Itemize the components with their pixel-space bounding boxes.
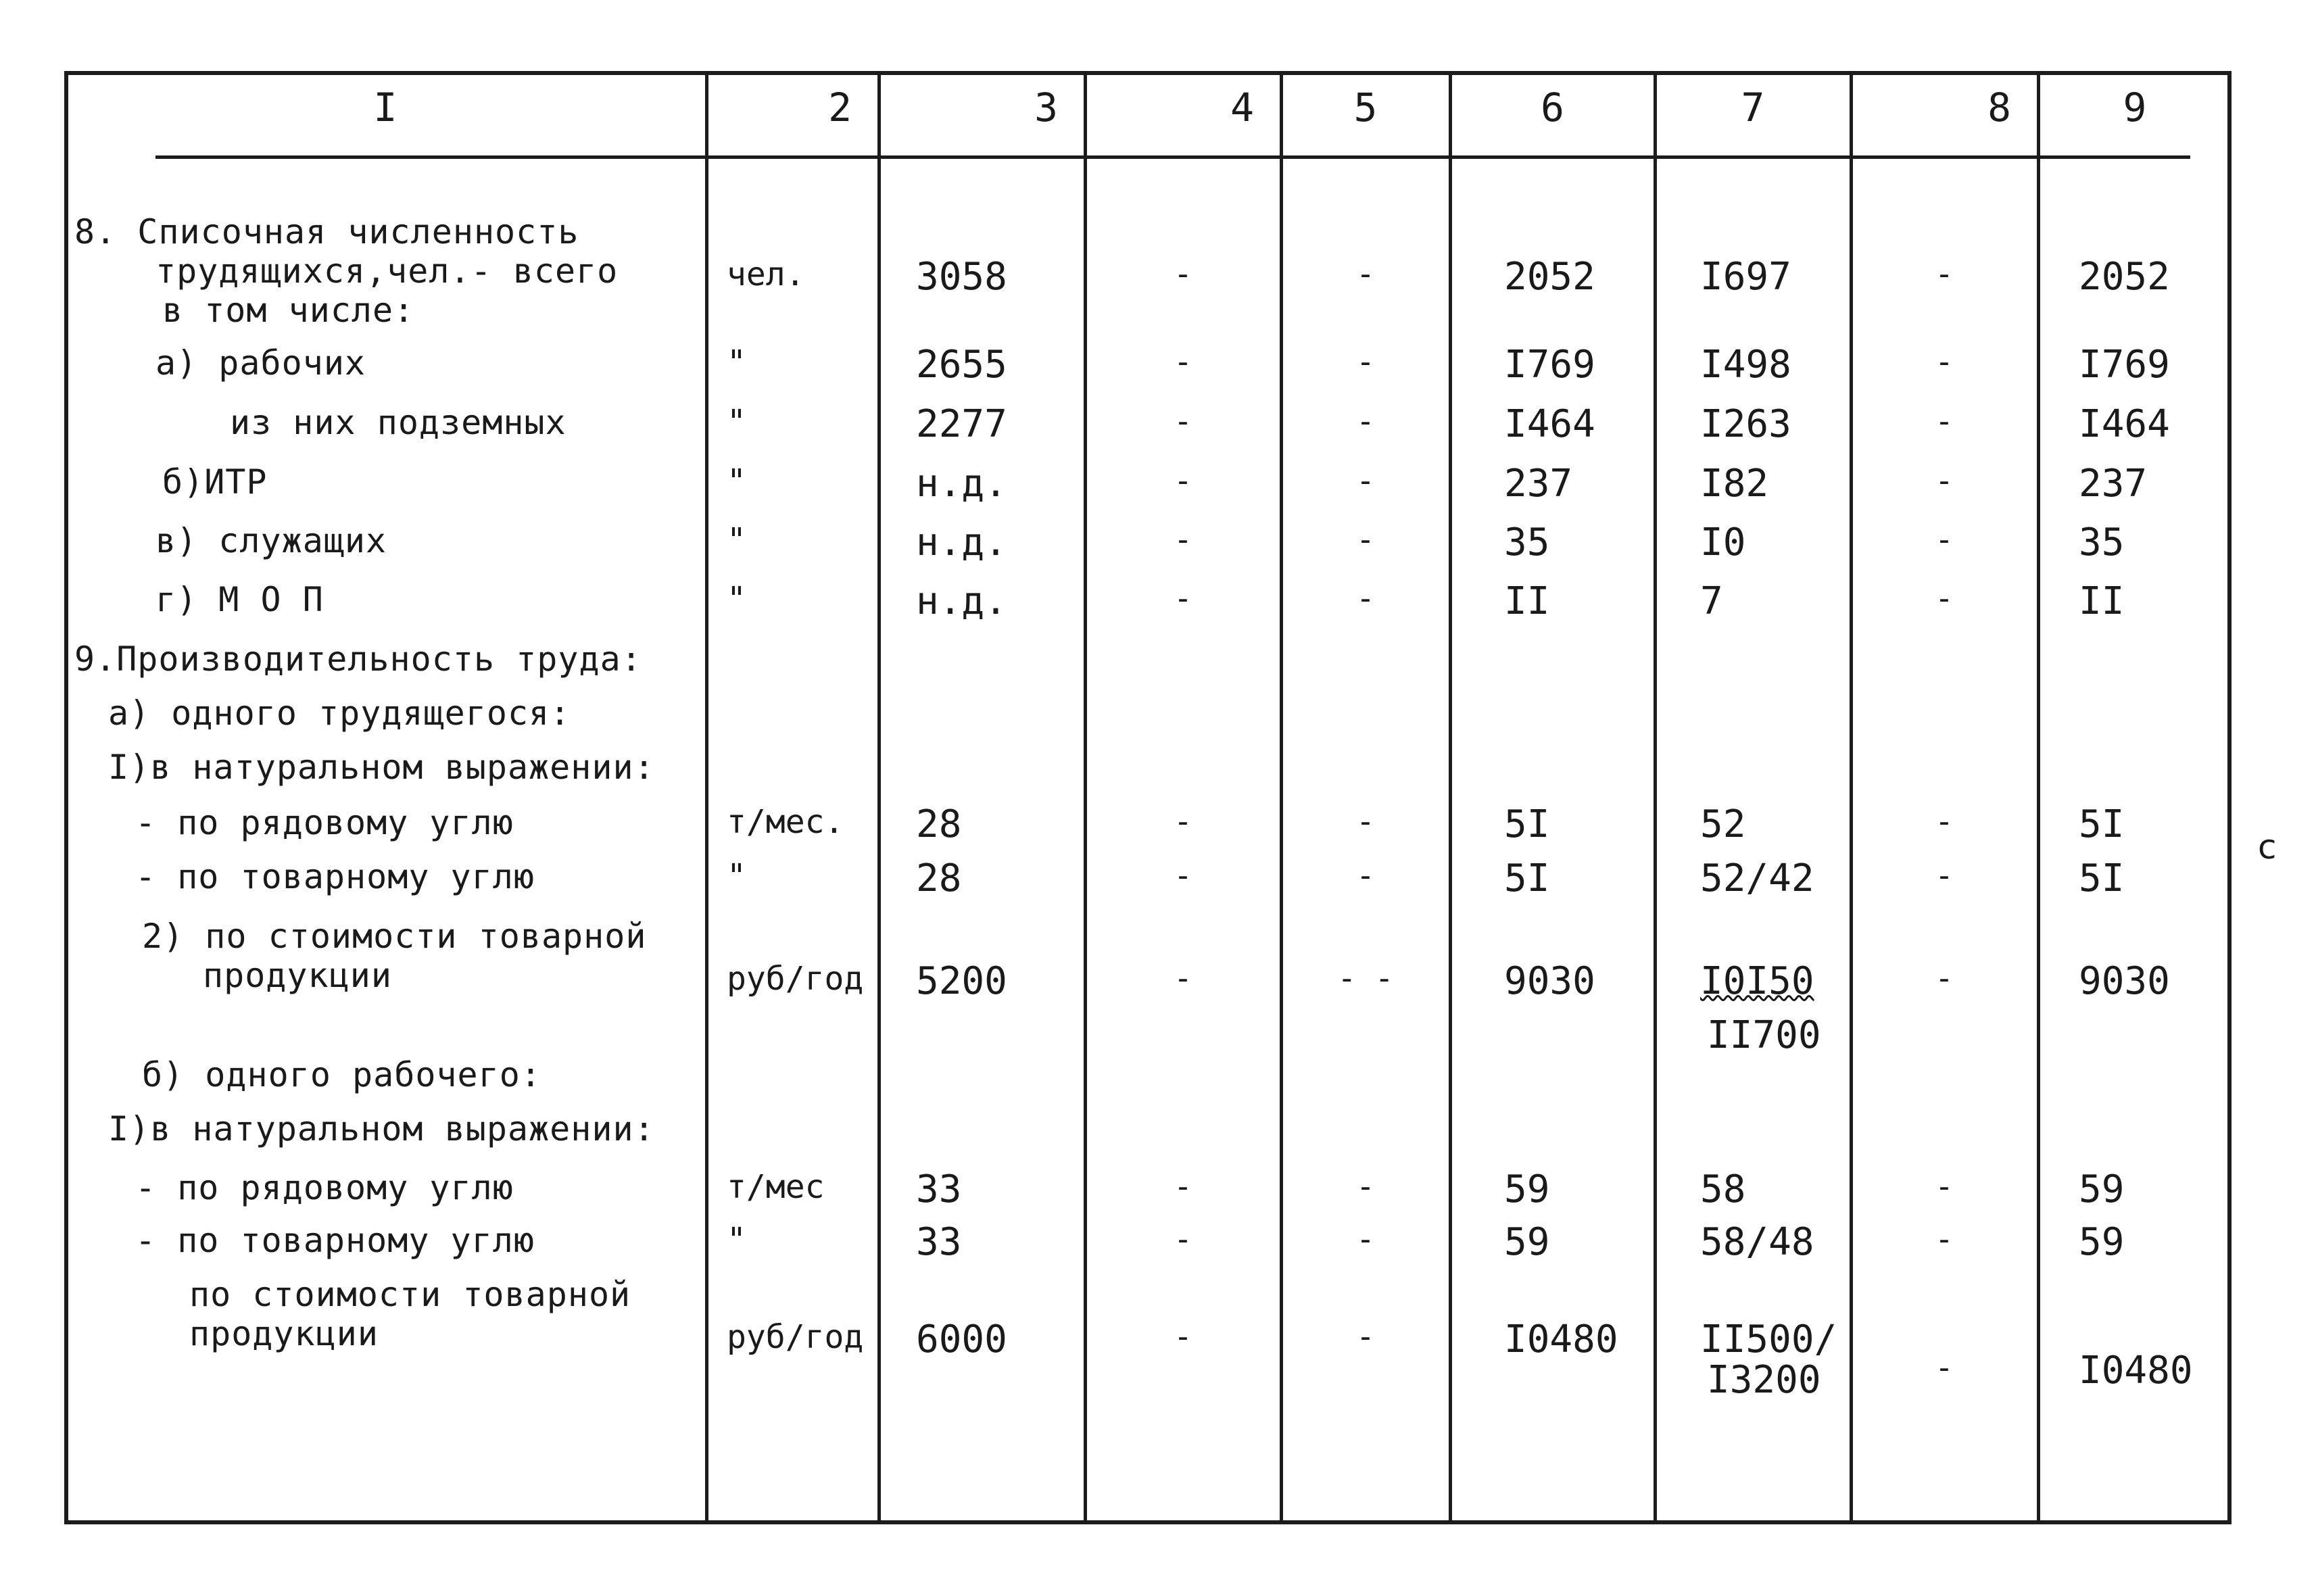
cell-c4: - — [1174, 403, 1192, 439]
column-header-3: 3 — [1034, 84, 1058, 130]
cell-c4: - — [1174, 462, 1192, 499]
row-label: в) служащих — [155, 521, 387, 560]
row-label: по стоимости товарной — [189, 1275, 631, 1314]
cell-c6: 35 — [1504, 521, 1550, 564]
cell-c5: - — [1356, 580, 1375, 616]
cell-c9: 9030 — [2079, 959, 2170, 1003]
column-header-8: 8 — [1987, 84, 2011, 130]
cell-c5: - — [1356, 462, 1375, 499]
column-header-6: 6 — [1541, 84, 1564, 130]
column-divider-4 — [1280, 71, 1283, 1524]
cell-c9: 237 — [2079, 462, 2148, 506]
cell-c8: - — [1935, 343, 1954, 380]
cell-c8: - — [1935, 1221, 1954, 1257]
cell-c4: - — [1174, 1168, 1192, 1205]
unit-cell: руб/год — [727, 1318, 864, 1356]
unit-cell: руб/год — [727, 960, 864, 998]
row-label: - по товарному углю — [135, 857, 535, 896]
column-divider-3 — [1084, 71, 1087, 1524]
row-label: продукции — [189, 1314, 379, 1353]
cell-c8: - — [1935, 256, 1954, 292]
cell-c3: 28 — [916, 856, 962, 900]
cell-c6: 5I — [1504, 802, 1550, 846]
cell-c6: 59 — [1504, 1220, 1550, 1264]
unit-cell: т/мес. — [727, 803, 844, 841]
cell-c5: - — [1356, 256, 1375, 292]
cell-c9: I0480 — [2079, 1349, 2193, 1393]
cell-c3: н.д. — [916, 521, 1007, 564]
unit-cell: " — [727, 343, 746, 381]
column-header-9: 9 — [2123, 84, 2147, 130]
row-label: г) М О П — [155, 580, 324, 619]
column-header-5: 5 — [1353, 84, 1378, 130]
cell-c9: II — [2079, 579, 2125, 623]
cell-c9: 59 — [2079, 1167, 2125, 1211]
cell-c3: 33 — [916, 1167, 962, 1211]
cell-c8: - — [1935, 521, 1954, 558]
cell-c9: I769 — [2079, 343, 2170, 387]
cell-c8: - — [1935, 403, 1954, 439]
unit-cell: " — [727, 580, 746, 618]
row-label: - по товарному углю — [135, 1221, 535, 1260]
cell-c7: 52/42 — [1700, 856, 1814, 900]
column-header-7: 7 — [1741, 84, 1765, 130]
cell-c5: - - — [1337, 960, 1394, 996]
cell-c7-second-line: I3200 — [1707, 1358, 1821, 1402]
cell-c9: 35 — [2079, 521, 2125, 564]
column-divider-2 — [877, 71, 881, 1524]
row-label: - по рядовому углю — [135, 1168, 514, 1207]
cell-c3: 6000 — [916, 1317, 1007, 1361]
margin-mark: с — [2258, 827, 2277, 867]
cell-c6: II — [1504, 579, 1550, 623]
cell-c3: 2277 — [916, 402, 1007, 446]
row-label: - по рядовому углю — [135, 803, 514, 842]
row-label: а) одного трудящегося: — [108, 694, 571, 733]
cell-c5: - — [1356, 1168, 1375, 1205]
cell-c5: - — [1356, 1318, 1375, 1355]
unit-cell: " — [727, 1221, 746, 1259]
cell-c7: I498 — [1700, 343, 1791, 387]
cell-c6: 2052 — [1504, 255, 1595, 299]
column-divider-5 — [1449, 71, 1452, 1524]
column-header-4: 4 — [1230, 84, 1254, 130]
cell-c8: - — [1935, 857, 1954, 894]
cell-c6: I769 — [1504, 343, 1595, 387]
row-label: 8. Списочная численность — [74, 212, 579, 251]
column-header-2: 2 — [828, 84, 852, 130]
cell-c4: - — [1174, 343, 1192, 380]
column-divider-1 — [705, 71, 708, 1524]
cell-c8: - — [1935, 960, 1954, 996]
cell-c3: 2655 — [916, 343, 1007, 387]
column-divider-8 — [2037, 71, 2040, 1524]
cell-c8: - — [1935, 580, 1954, 616]
cell-c7: II500/ — [1700, 1317, 1837, 1361]
cell-c6: 9030 — [1504, 959, 1595, 1003]
cell-c4: - — [1174, 521, 1192, 558]
cell-c6: 5I — [1504, 856, 1550, 900]
column-divider-7 — [1850, 71, 1853, 1524]
cell-c3: н.д. — [916, 579, 1007, 623]
cell-c6: I0480 — [1504, 1317, 1618, 1361]
cell-c3: 5200 — [916, 959, 1007, 1003]
cell-c3: н.д. — [916, 462, 1007, 506]
cell-c9: 5I — [2079, 856, 2125, 900]
row-label: 9.Производительность труда: — [74, 639, 642, 679]
row-label: I)в натуральном выражении: — [108, 1109, 655, 1148]
column-divider-6 — [1654, 71, 1657, 1524]
cell-c4: - — [1174, 960, 1192, 996]
cell-c4: - — [1174, 1221, 1192, 1257]
cell-c5: - — [1356, 803, 1375, 840]
row-label: 2) по стоимости товарной — [142, 917, 647, 956]
row-label: а) рабочих — [155, 343, 366, 383]
cell-c7: 58/48 — [1700, 1220, 1814, 1264]
column-header-1: I — [373, 84, 397, 130]
row-label: продукции — [203, 956, 392, 995]
cell-c7: I82 — [1700, 462, 1769, 506]
cell-c3: 3058 — [916, 255, 1007, 299]
unit-cell: " — [727, 521, 746, 559]
row-label: трудящихся,чел.- всего — [155, 251, 619, 291]
cell-c6: 237 — [1504, 462, 1573, 506]
cell-c5: - — [1356, 343, 1375, 380]
row-label: в том числе: — [162, 291, 415, 330]
cell-c8: - — [1935, 462, 1954, 499]
cell-c5: - — [1356, 857, 1375, 894]
unit-cell: т/мес — [727, 1168, 825, 1206]
row-label: б) одного рабочего: — [142, 1055, 541, 1094]
cell-c4: - — [1174, 256, 1192, 292]
row-label: б)ИТР — [162, 462, 268, 502]
cell-c4: - — [1174, 1318, 1192, 1355]
cell-c7: I0 — [1700, 521, 1746, 564]
cell-c7: 7 — [1700, 579, 1723, 623]
cell-c7: I263 — [1700, 402, 1791, 446]
unit-cell: чел. — [727, 256, 805, 293]
cell-c7-second-line: II700 — [1707, 1013, 1821, 1057]
cell-c8: - — [1935, 1349, 1954, 1386]
cell-c4: - — [1174, 857, 1192, 894]
row-label: I)в натуральном выражении: — [108, 748, 655, 787]
unit-cell: " — [727, 857, 746, 895]
cell-c4: - — [1174, 803, 1192, 840]
cell-c3: 28 — [916, 802, 962, 846]
cell-c6: I464 — [1504, 402, 1595, 446]
cell-c9: 2052 — [2079, 255, 2170, 299]
cell-c5: - — [1356, 403, 1375, 439]
cell-c6: 59 — [1504, 1167, 1550, 1211]
cell-c8: - — [1935, 803, 1954, 840]
unit-cell: " — [727, 403, 746, 441]
cell-c8: - — [1935, 1168, 1954, 1205]
cell-c7: 58 — [1700, 1167, 1746, 1211]
unit-cell: " — [727, 462, 746, 500]
cell-c9: 5I — [2079, 802, 2125, 846]
cell-c5: - — [1356, 521, 1375, 558]
cell-c9: 59 — [2079, 1220, 2125, 1264]
row-label: из них подземных — [230, 403, 566, 442]
header-rule — [155, 155, 2190, 159]
cell-c5: - — [1356, 1221, 1375, 1257]
cell-c3: 33 — [916, 1220, 962, 1264]
cell-c9: I464 — [2079, 402, 2170, 446]
cell-c7: I0I50 — [1700, 959, 1814, 1003]
cell-c4: - — [1174, 580, 1192, 616]
cell-c7: 52 — [1700, 802, 1746, 846]
cell-c7: I697 — [1700, 255, 1791, 299]
